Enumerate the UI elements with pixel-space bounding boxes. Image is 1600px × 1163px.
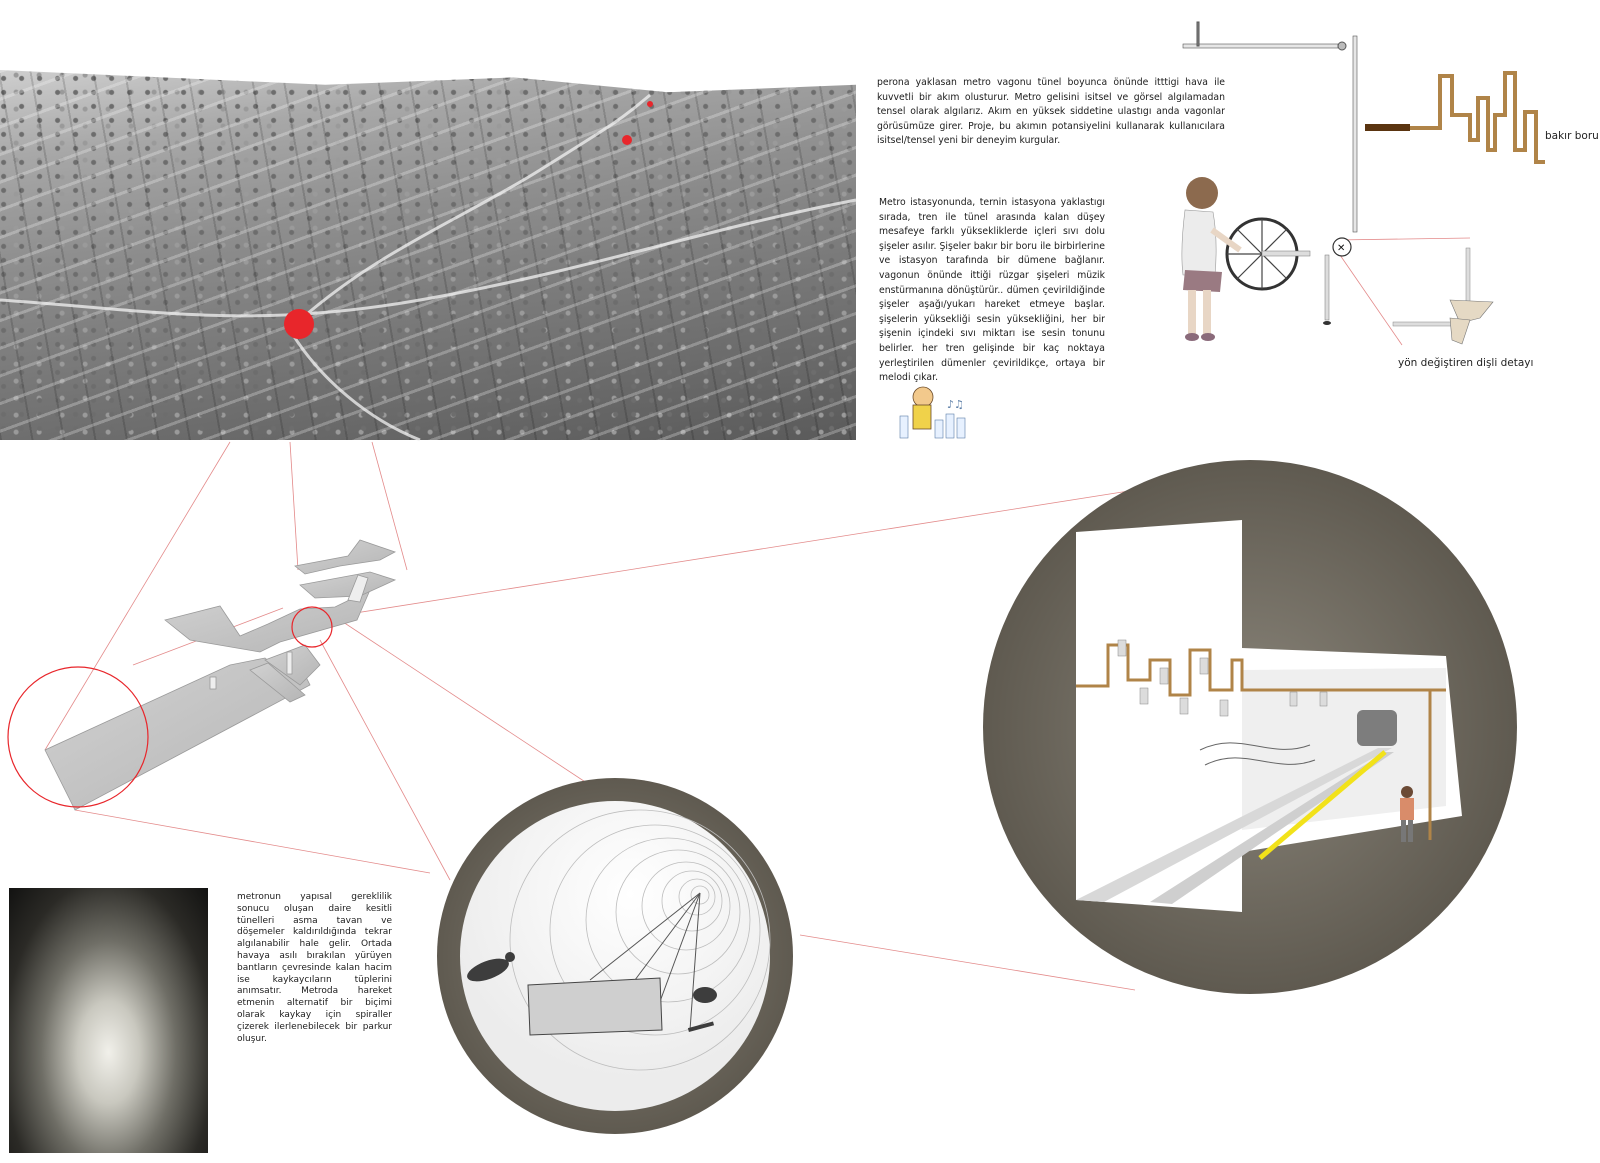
copper-pipe-dark-end xyxy=(1365,124,1410,131)
train-front xyxy=(1357,710,1397,746)
wheel-shaft xyxy=(1323,238,1351,325)
metro-station-marker-main xyxy=(284,309,314,339)
metro-station-marker-3 xyxy=(647,101,653,107)
bottle-cartoon xyxy=(900,387,965,438)
station-section-detail xyxy=(983,460,1517,994)
copper-pipe-drawing xyxy=(1365,73,1545,162)
tunnel-section-detail xyxy=(437,778,793,1134)
tunnel-paragraph: metronun yapısal gereklilik sonucu oluşan daire kesitli tünelleri asma tavan ve döşemeler kaldırıldığında tekrar algılanabilir hale gelir. Ortada havaya asılı bırakılan yürüyen bantların çevresinde kalan hacim ise kaykaycıların tüplerini anımsatır. Metroda hareket etmenin alternatif bir biçimi olarak kaykay için spiraller çizerek ilerlenebilecek bir parkur oluşur. xyxy=(237,892,392,1044)
bottle-paragraph: Metro istasyonunda, ternin istasyona yaklastıgı sırada, tren ile tünel arasında kalan düşey mesafeye farklı yüksekliklerde içleri sıvı dolu şişeler asılır. Şişeler bakır bir boru ile birbirlerine ve istasyon tarafında bir dümene bağlanır. vagonun önünde ittiği rüzgar şişeleri müzik enstürmanına dönüştürür.. dümen çevirildiğinde şişeler aşağı/yukarı hareket etmeye başlar. şişelerin yüksekliği sesin yüksekliğini, her bir şişenin içindeki sıvı miktarı ise sesin tonunu belirler. her tren gelişinde bir kaç noktaya yerleştirilen dümenler çevirildikçe, ortaya bir melodi çıkar. xyxy=(879,197,1105,384)
wind-paragraph: perona yaklasan metro vagonu tünel boyunca önünde itttigi hava ile kuvvetli bir akım olusturur. Metro gelisini isitsel ve görsel algılamadan tensel olarak algılarız. Akım en yüksek siddetine ulastıgı anda vagonlar görüsümüze girer. Proje, bu akımın potansiyelini kullanarak kullanıcılara isitsel/tensel yeni bir deneyim kurgular. xyxy=(877,77,1225,147)
gear-detail-drawing xyxy=(1393,248,1493,344)
svg-text:♪♫: ♪♫ xyxy=(947,398,964,411)
city-roads xyxy=(0,95,856,440)
child-with-wheel xyxy=(1182,177,1310,341)
gear-detail-label: yön değiştiren dişli detayı xyxy=(1398,357,1534,369)
svg-text:✕: ✕ xyxy=(1337,243,1346,254)
metro-station-marker-2 xyxy=(622,135,632,145)
station-isometric-model xyxy=(45,540,395,810)
copper-pipe-label: bakır boru xyxy=(1545,130,1599,142)
escalator xyxy=(528,978,662,1035)
